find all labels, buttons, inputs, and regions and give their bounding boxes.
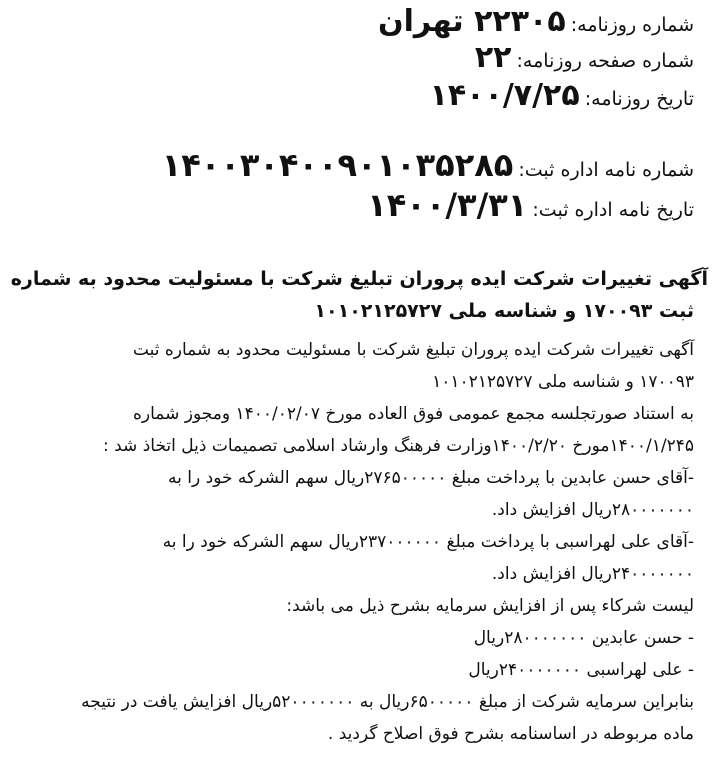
- newspaper-number-value: ۲۲۳۰۵ تهران: [378, 4, 566, 39]
- notice-title-line-1: آگهی تغییرات شرکت ایده پروران تبلیغ شرکت با مسئولیت محدود به شماره: [10, 268, 708, 290]
- body-line: ۱۷۰۰۹۳ و شناسه ملی ۱۰۱۰۲۱۲۵۷۲۷: [432, 372, 694, 392]
- body-line: آگهی تغییرات شرکت ایده پروران تبلیغ شرکت با مسئولیت محدود به شماره ثبت: [132, 340, 694, 360]
- body-line: -آقای حسن عابدین با پرداخت مبلغ ۲۷۶۵۰۰۰۰۰ریال سهم الشرکه خود را به: [168, 468, 694, 488]
- body-line: - حسن عابدین ۲۸۰۰۰۰۰۰۰ریال: [473, 628, 694, 648]
- page-number-row: [475, 40, 694, 75]
- newspaper-number-row: [378, 4, 694, 39]
- body-line: ۲۸۰۰۰۰۰۰۰ریال افزایش داد.: [491, 500, 694, 520]
- newspaper-number-label: شماره روزنامه:: [570, 14, 694, 36]
- newspaper-date-row: [430, 78, 694, 113]
- body-line: ماده مربوطه در اساسنامه بشرح فوق اصلاح گردید .: [327, 724, 694, 744]
- registration-letter-number-label: شماره نامه اداره ثبت:: [518, 159, 694, 181]
- body-line: ۲۴۰۰۰۰۰۰۰ریال افزایش داد.: [491, 564, 694, 584]
- page-number-label: شماره صفحه روزنامه:: [516, 50, 694, 72]
- page-number-value: ۲۲: [474, 40, 512, 75]
- registration-letter-date-value: ۱۴۰۰/۳/۳۱: [367, 186, 528, 224]
- registration-letter-number-row: [162, 146, 694, 184]
- body-line: به استناد صورتجلسه مجمع عمومی فوق العاده مورخ ۱۴۰۰/۰۲/۰۷ ومجوز شماره: [133, 404, 694, 424]
- body-line: لیست شرکاء پس از افزایش سرمایه بشرح ذیل می باشد:: [286, 596, 694, 616]
- registration-letter-date-label: تاریخ نامه اداره ثبت:: [532, 199, 694, 221]
- notice-body: [20, 334, 694, 750]
- registration-letter-number-value: ۱۴۰۰۳۰۴۰۰۹۰۱۰۳۵۲۸۵: [161, 146, 514, 184]
- registration-letter-date-row: [367, 186, 694, 224]
- body-line: بنابراین سرمایه شرکت از مبلغ ۶۵۰۰۰۰۰ریال به ۵۲۰۰۰۰۰۰۰ریال افزایش یافت در نتیجه: [81, 692, 694, 712]
- body-line: - علی لهراسبی ۲۴۰۰۰۰۰۰۰ریال: [468, 660, 694, 680]
- body-line: ۱۴۰۰/۱/۲۴۵مورخ ۱۴۰۰/۲/۲۰وزارت فرهنگ وارشاد اسلامی تصمیمات ذیل اتخاذ شد :: [103, 436, 694, 456]
- newspaper-date-label: تاریخ روزنامه:: [584, 88, 694, 110]
- newspaper-date-value: ۱۴۰۰/۷/۲۵: [429, 78, 580, 113]
- body-line: -آقای علی لهراسبی با پرداخت مبلغ ۲۳۷۰۰۰۰۰۰ریال سهم الشرکه خود را به: [162, 532, 694, 552]
- notice-title-line-2: ثبت ۱۷۰۰۹۳ و شناسه ملی ۱۰۱۰۲۱۲۵۷۲۷: [314, 300, 694, 322]
